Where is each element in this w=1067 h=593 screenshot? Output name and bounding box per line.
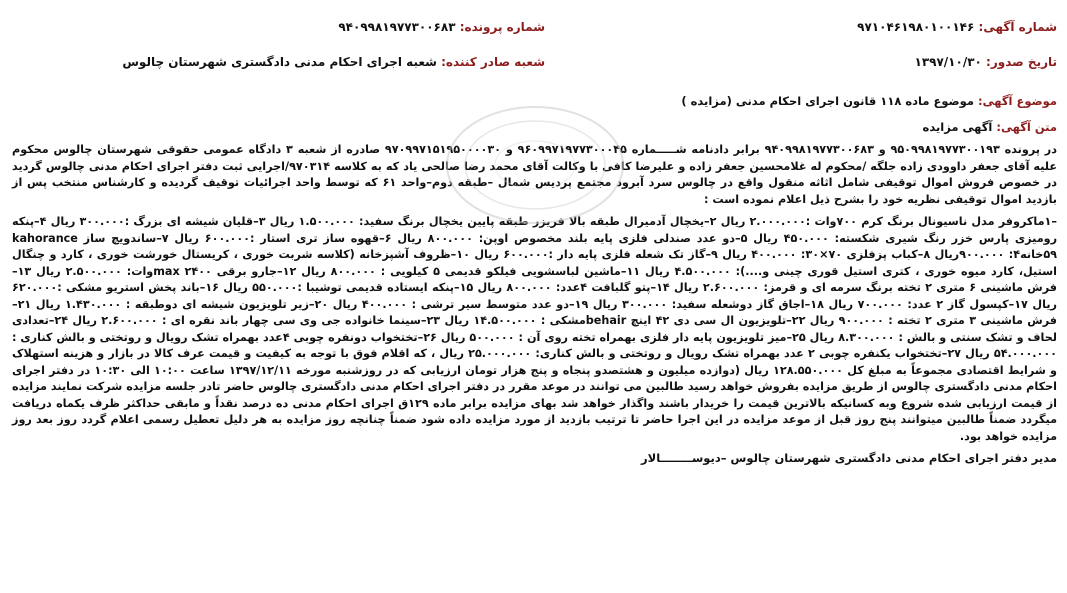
notice-body xyxy=(12,142,1057,445)
notice-text-heading xyxy=(12,120,1057,134)
issue-date-label: تاریخ صدور: xyxy=(986,55,1057,69)
case-number-label: شماره پرونده: xyxy=(459,20,545,34)
body-intro-paragraph: در پرونده ۹۵۰۹۹۸۱۹۷۷۳۰۰۱۹۳ و ۹۴۰۹۹۸۱۹۷۷۳۰۰۶۸۳ برابر دادنامه شـــــماره ۹۶۰۹۹۷۱۹۷۷۳۰۰۰۴۵ و ۹۷۰۹۹۷۱۵۱۹۵۰۰۰۰۳۰ صادره از شعبه ۳ دادگاه عمومی حقوقی شهرستان چالوس محکوم علیه آقای جعفر داوودی زاده جلگه /محکوم له غلامحسین جعفر زاده و علیرضا کافی با وکالت آقای محمد رضا صالحی یاد که به کلاسه ۹۷۰۳۱۴/اجرایی ثبت دفتر اجرای احکام مدنی چالوس گردید در خصوص فروش اموال توقیفی شامل اثاثه منقول واقع در چالوس سرد آبرود مجتمع پردیس شمال –طبقه دوم–واحد ۶۱ که توسط واحد اجرائیات توقیف گردیده و کارشناس منتخب پس از بازدید اموال توقیفی نظریه خود را بشرح ذیل اعلام نموده است : xyxy=(12,143,1058,206)
notice-number: ۹۷۱۰۴۶۱۹۸۰۱۰۰۱۴۶ xyxy=(857,20,975,34)
body-items-paragraph: –۱ماکروفر مدل ناسیونال برنگ کرم ۷۰۰وات :۲.۰۰۰.۰۰۰ ریال ۲–یخچال آدمیرال طبقه بالا فریزر طبقه پایین یخچال برنگ سفید: ۱.۵۰۰.۰۰۰ ریال ۳–قلیان شیشه ای بزرگ :۳۰۰.۰۰۰ ریال ۴–پنکه رومیزی پارس خزر رنگ شیری شکسته: ۴۵۰.۰۰۰ ریال ۵–دو عدد صندلی فلزی پایه بلند مخصوص اوپن: ۸۰۰.۰۰۰ ریال ۶–قهوه ساز تری استار :۶۰۰.۰۰۰ ریال ۷–ساندویچ ساز kahorance ۵۹خانه۴: ۹۰۰.۰۰۰ریال ۸–کباب پزفلزی ۷۰×۳۰: ۴۰۰.۰۰۰ ریال ۹–گاز تک شعله فلزی پایه دار :۶۰۰.۰۰۰ ریال ۱۰–ظروف آشپزخانه (کلاسه شربت خوری ، کریستال خورشت خوری ، کارد و چنگال استیل، کارد میوه خوری ، کتری استیل قوری چینی و....): ۴.۵۰۰.۰۰۰ ریال ۱۱–ماشین لباسشویی فیلکو قدیمی ۵ کیلویی : ۸۰۰.۰۰۰ ریال ۱۲–جارو برقی max ۲۴۰۰وات: ۲.۵۰۰.۰۰۰ ریال ۱۳–فرش ماشینی ۶ متری ۲ تخته برنگ سرمه ای و قرمز: ۲.۶۰۰.۰۰۰ ریال ۱۴–پتو گلبافت ۴عدد: ۸۰۰.۰۰۰ ریال ۱۵–پنکه ایستاده قدیمی توشیبا :۵۵۰.۰۰۰ ریال ۱۶–باند پخش استریو مشکی :۶۲۰.۰۰۰ ریال ۱۷–کپسول گاز ۲ عدد: ۷۰۰.۰۰۰ ریال ۱۸–اجاق گاز دوشعله سفید: ۳۰۰.۰۰۰ ریال ۱۹–دو عدد متوسط سیر ترشی : ۴۰۰.۰۰۰ ریال ۲۰–زیر تلویزیون شیشه ای دوطبقه : ۱.۴۳۰.۰۰۰ ریال ۲۱–فرش ماشینی ۳ متری ۲ تخته : ۹۰۰.۰۰۰ ریال ۲۲–تلویزیون ال سی دی ۴۲ اینچ behairمشکی : ۱۴.۵۰۰.۰۰۰ ریال ۲۳–سینما خانواده جی وی سی چهار باند نقره ای : ۲.۶۰۰.۰۰۰ ریال ۲۴–تعدادی لحاف و تشک سنتی و بالش : ۸.۳۰۰.۰۰۰ ریال ۲۵–میز تلویزیون پایه دار فلزی بهمراه تخته روی آن : ۵۰۰.۰۰۰ ریال ۲۶–تختخواب دونفره چوبی ۴عدد بهمراه تشک رویال و روتختی و بالش کناری : ۵۴.۰۰۰.۰۰۰ ریال ۲۷–تختخواب یکنفره چوبی ۲ عدد بهمراه تشک رویال و روتختی و بالش کناری: ۲۵.۰۰۰.۰۰۰ ریال ، که اقلام فوق با توجه به کیفیت و قیمت عرف کالا در بازار و هزینه استهلاک و شرایط اقتصادی مجموعاً به مبلغ کل ۱۲۸.۵۵۰.۰۰۰ ریال (دوازده میلیون و هشتصدو پنجاه و پنج هزار تومان ارزیابی که در روزشنبه مورخه ۱۳۹۷/۱۲/۱۱ ساعت ۱۰:۰۰ الی ۱۰:۳۰ در دفتر اجرای احکام مدنی دادگستری چالوس از طریق مزایده بفروش خواهد رسید طالبین می توانند در موعد مقرر در دفتر اجرای احکام مدنی دادگستری چالوس حاضر تادر جلسه مزایده شرکت نمایند مزایده از قیمت ارزیابی شده شروع وبه کسانیکه بالاترین قیمت را خریدار باشند واگذار خواهد شد بهای مزایده برابر ماده ۱۲۹ق اجرای احکام مدنی ده درصد نقداً و مابقی حداکثر ظرف یکماه دریافت میگردد ضمناً طالبین میتوانند پنج روز قبل از موعد مزایده در این اجرا حاضر تا ترتیب بازدید از مورد مزایده داده شود ضمناً چنانچه روز مزایده به هر دلیل تعطیل رسمی اعلام گردد روز بعد روز مزایده خواهد بود. xyxy=(12,215,1058,443)
notice-number-field xyxy=(857,20,1057,34)
issuing-branch-field xyxy=(122,55,545,69)
subject-label: موضوع آگهی: xyxy=(978,94,1057,108)
issuing-branch-label: شعبه صادر کننده: xyxy=(441,55,545,69)
notice-number-label: شماره آگهی: xyxy=(978,20,1057,34)
issuing-branch: شعبه اجرای احکام مدنی دادگستری شهرستان چالوس xyxy=(122,55,437,69)
notice-header xyxy=(12,6,1057,84)
issue-date: ۱۳۹۷/۱۰/۳۰ xyxy=(914,55,982,69)
notice-subject xyxy=(12,94,1057,108)
text-value: آگهی مزایده xyxy=(922,120,993,134)
case-number: ۹۴۰۹۹۸۱۹۷۷۳۰۰۶۸۳ xyxy=(338,20,456,34)
case-number-field xyxy=(338,20,545,34)
subject-value: موضوع ماده ۱۱۸ قانون اجرای احکام مدنی (مزایده ) xyxy=(681,94,975,108)
notice-signature: مدیر دفتر اجرای احکام مدنی دادگستری شهرستان چالوس –دیوســــــــالار xyxy=(641,451,1057,465)
issue-date-field xyxy=(915,55,1058,69)
text-label: متن آگهی: xyxy=(996,120,1057,134)
